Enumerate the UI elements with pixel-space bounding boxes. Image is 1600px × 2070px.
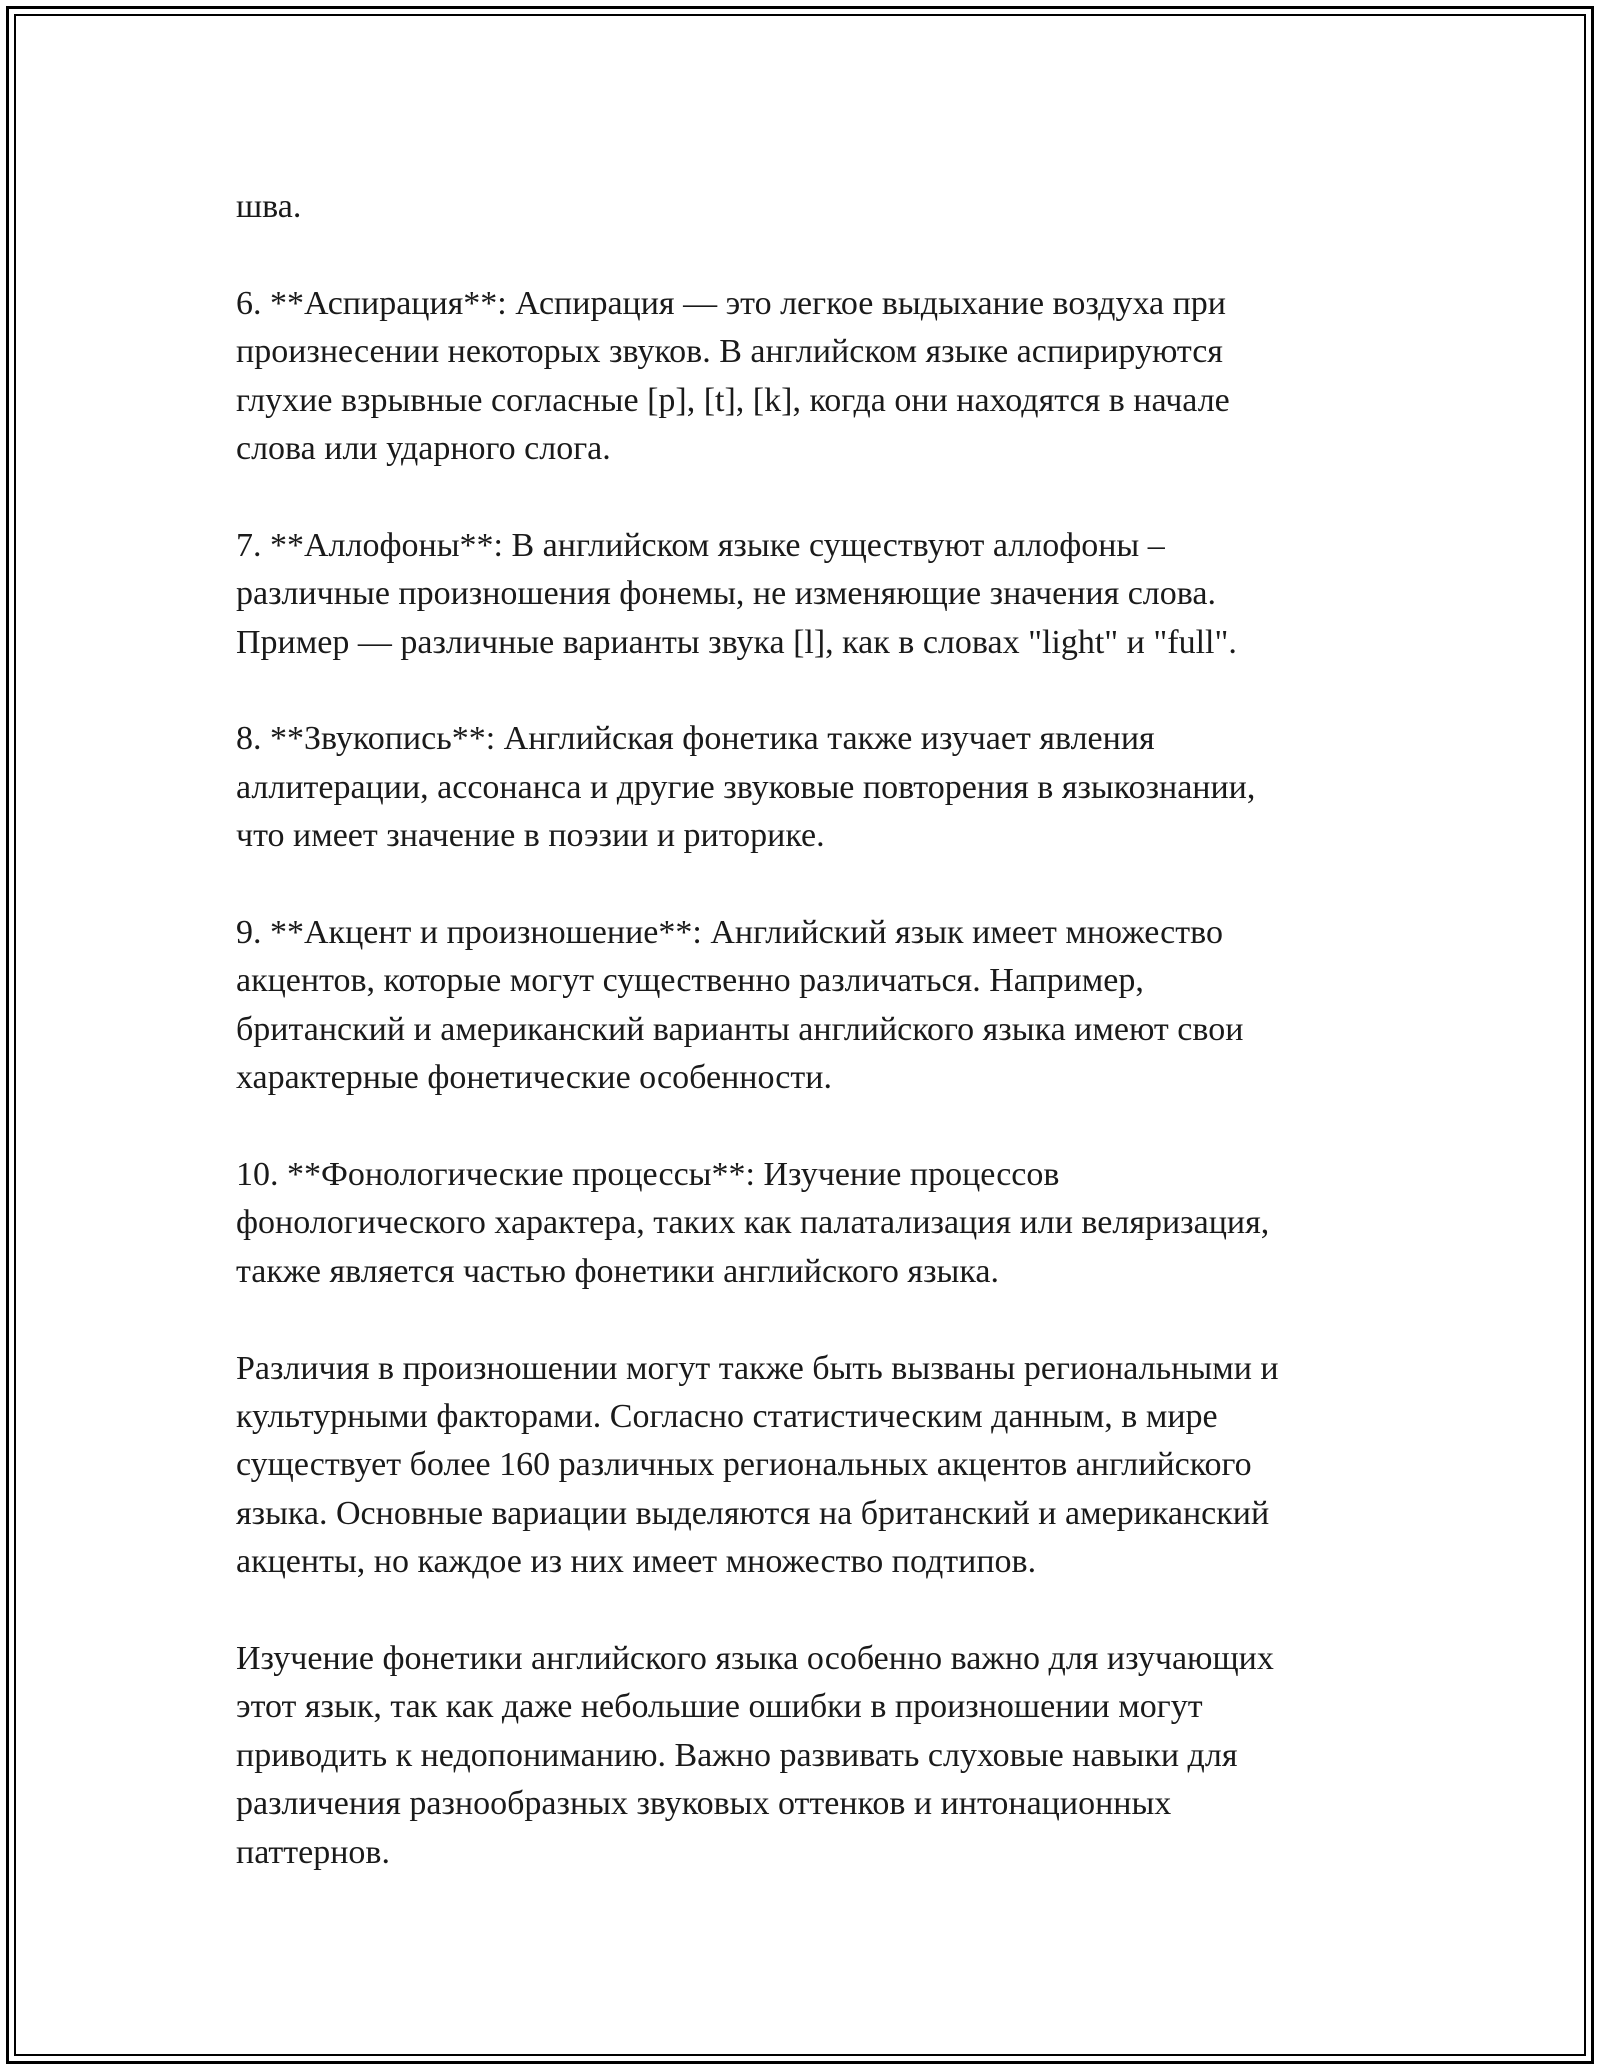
paragraph-continuation: шва.	[236, 188, 302, 225]
paragraph-sound-writing: 8. **Звукопись**: Английская фонетика также изучает явления аллитерации, ассонанса и другие звуковые повторения в языкознании, что имеет значение в поэзии и риторике.	[236, 720, 1256, 855]
paragraph-accent: 9. **Акцент и произношение**: Английский язык имеет множество акцентов, которые могут существенно различаться. Например, британский и американский варианты английского языка имеют свои характерные фонетические особенности.	[236, 914, 1244, 1097]
paragraph-phonological-processes: 10. **Фонологические процессы**: Изучение процессов фонологического характера, таких как палатализация или веляризация, также является частью фонетики английского языка.	[236, 1156, 1270, 1290]
paragraph-learning-importance: Изучение фонетики английского языка особенно важно для изучающих этот язык, так как даже небольшие ошибки в произношении могут приводить к недопониманию. Важно развивать слуховые навыки для различения разнообразных звуковых оттенков и интонационных паттернов.	[236, 1640, 1274, 1871]
paragraph-allophones: 7. **Аллофоны**: В английском языке существуют аллофоны – различные произношения фонемы, не изменяющие значения слова. Пример — различные варианты звука [l], как в словах "light" и "full".	[236, 526, 1237, 661]
document-body	[236, 183, 1396, 1877]
paragraph-aspiration: 6. **Аспирация**: Аспирация — это легкое выдыхание воздуха при произнесении некоторых звуков. В английском языке аспирируются глухие взрывные согласные [p], [t], [k], когда они находятся в начале слова или ударного слога.	[236, 284, 1230, 468]
paragraph-regional-differences: Различия в произношении могут также быть вызваны региональными и культурными факторами. Согласно статистическим данным, в мире существует более 160 различных региональных акцентов английского языка. Основные вариации выделяются на британский и американский акценты, но каждое из них имеет множество подтипов.	[236, 1349, 1279, 1581]
